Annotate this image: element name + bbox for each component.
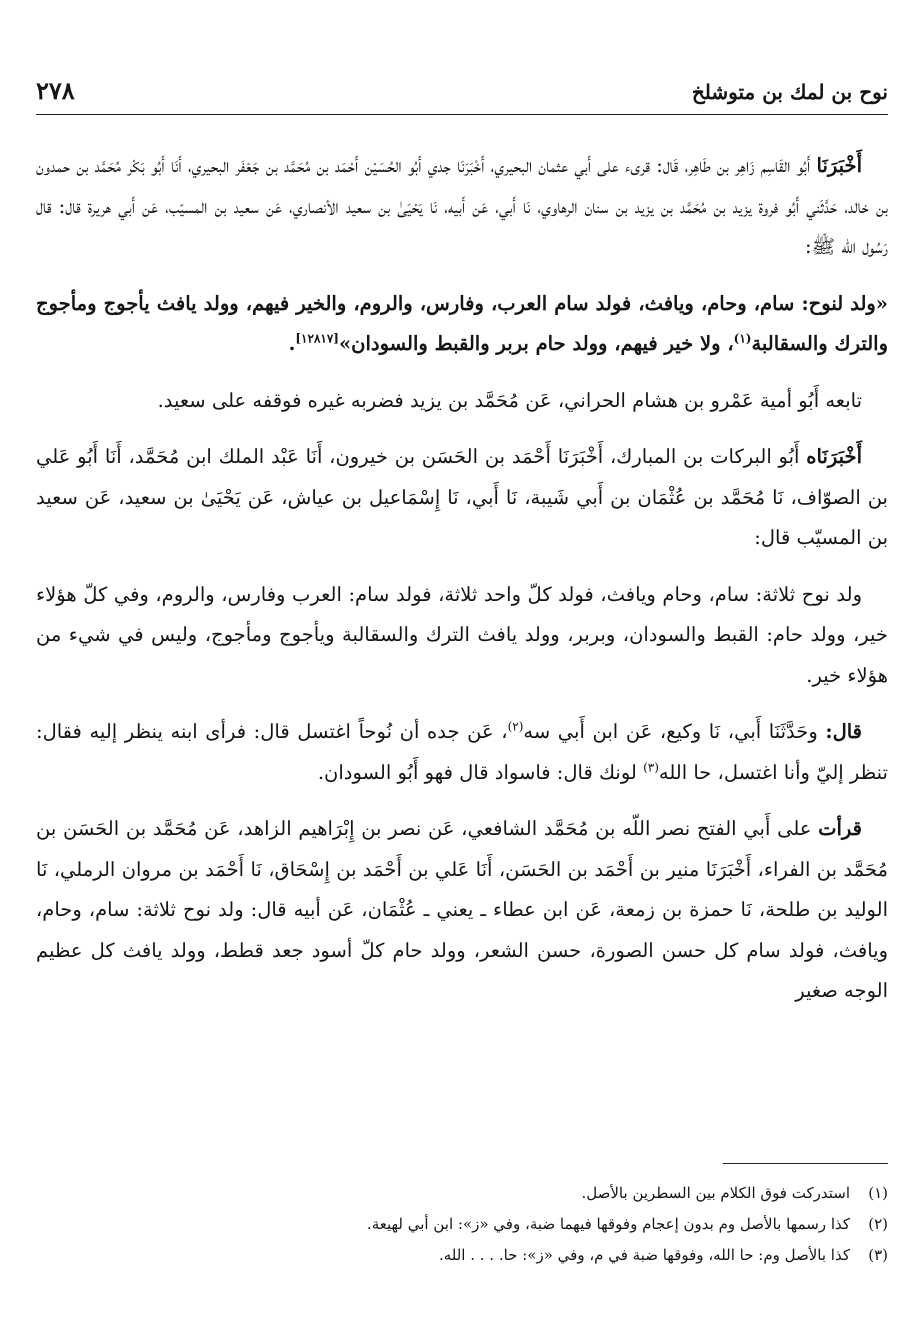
hadith-text: «ولد لنوح: سام، وحام، ويافث، فولد سام العرب، وفارس، والروم، والخير فيهم، وولد يافث يأجوج ومأجوج والترك والسقالبة: [36, 291, 888, 355]
footnote-number: (٢): [868, 1215, 888, 1233]
footnote-text: استدركت فوق الكلام بين السطرين بالأصل.: [581, 1184, 850, 1202]
footnote-text: كذا رسمها بالأصل وم بدون إعجام وفوقها فيهما ضبة، وفي «ز»: ابن أبي لهيعة.: [366, 1215, 850, 1233]
paragraph-text: أَبُو القَاسِم زَاهِر بن طَاهِر، قَال: قرىء على أَبي عثمان البحيري، أَخْبَرَنَا جدي أَبُو الحُسَيْن أَحْمَد بن مُحَمَّد بن جَعْفَر البحيري، أَنَا أَبُو بَكْر مُحَمَّد بن حمدون بن خالد، حَدَّثَني أَبُو فروة يزيد بن مُحَمَّد بن يزيد بن سنان الرهاوي، نَا أَبي، عَن أَبيه، نَا يَحْيَىٰ بن سعيد الأنصاري، عَن سعيد بن المسيّب، عَن أَبي هريرة قال: قال رَسُول الله ﷺ:: [36, 154, 888, 258]
hadith-text-continued: ، ولا خير فيهم، وولد حام بربر والقبط والسودان»: [338, 332, 734, 355]
paragraph-text-end: لونك قال: فاسواد قال فهو أَبُو السودان.: [317, 760, 644, 784]
paragraph-isnad-1: [36, 146, 888, 268]
paragraph-lead-word: قال:: [825, 720, 863, 743]
footnote-text: كذا بالأصل وم: حا الله، وفوقها ضبة في م، وفي «ز»: حا. . . . الله.: [438, 1246, 850, 1264]
paragraph-mutaba: [36, 381, 888, 422]
paragraph-hadith: [36, 284, 888, 365]
paragraph-isnad-2: [36, 437, 888, 559]
paragraph-text: وحَدَّثَنَا أَبي، نَا وكيع، عَن ابن أَبي سه: [523, 720, 826, 743]
hadith-end-mark: .: [288, 332, 296, 355]
paragraph-waki: [36, 712, 888, 793]
paragraph-lead-word: أَخْبَرَنَاه: [806, 445, 862, 468]
footnote-number: (٣): [868, 1246, 888, 1264]
footnote-2: [36, 1209, 888, 1240]
paragraph-athar: [36, 575, 888, 697]
page-header: [36, 76, 888, 115]
hadith-reference-number: [١٢٨١٧]: [295, 331, 339, 346]
paragraph-text: تابعه أَبُو أمية عَمْرو بن هشام الحراني، عَن مُحَمَّد بن يزيد فضربه غيره فوقفه على سعيد.: [157, 388, 862, 412]
running-title: نوح بن لمك بن متوشلخ: [691, 80, 888, 104]
footnote-marker-2[interactable]: (٢): [507, 719, 524, 734]
paragraph-text-continued: ، عَن جده أن نُوحاً اغتسل قال: فرأى ابنه ينظر إليه فقال: تنظر إليّ وأنا اغتسل، حا الله: [36, 720, 888, 784]
page-number: ٢٧٨: [36, 76, 75, 105]
footnote-1: [36, 1178, 888, 1209]
footnotes: [36, 1178, 888, 1271]
paragraph-text: على أَبي الفتح نصر اللّه بن مُحَمَّد الشافعي، عَن نصر بن إِبْرَاهيم الزاهد، عَن مُحَمَّد بن الحَسَن بن مُحَمَّد بن الفراء، أَخْبَرَنَا منير بن أَحْمَد بن الحَسَن، أَنَا عَلي بن أَحْمَد بن إِسْحَاق، نَا أَحْمَد بن مروان الرملي، نَا الوليد بن طلحة، نَا حمزة بن زمعة، عَن ابن عطاء ـ يعني ـ عُثْمَان، عَن أبيه قال: ولد نوح ثلاثة: سام، وحام، ويافث، فولد سام كل حسن الصورة، حسن الشعر، وولد حام كلّ أسود جعد قطط، وولد يافث كل عظيم الوجه صغير: [36, 817, 888, 1002]
paragraph-qara-tu: [36, 809, 888, 1012]
footnote-marker-3[interactable]: (٣): [643, 760, 659, 774]
footnote-number: (١): [868, 1184, 888, 1202]
paragraph-text: أَبُو البركات بن المبارك، أَخْبَرَنَا أَحْمَد بن الحَسَن بن خيرون، أَنَا عَبْد الملك ابن مُحَمَّد، أَنَا أَبُو عَلي بن الصوّاف، نَا مُحَمَّد بن عُثْمَان بن أَبي شَيبة، نَا أَبي، نَا إِسْمَاعيل بن عياش، عَن يَحْيَىٰ بن سعيد، عَن سعيد بن المسيّب قال:: [36, 445, 888, 549]
footnote-divider: [723, 1163, 888, 1164]
footnote-3: [36, 1240, 888, 1271]
paragraph-lead-word: أَخْبَرَنَا: [816, 154, 862, 177]
paragraph-lead-word: قرأت: [818, 817, 862, 840]
footnote-marker-1[interactable]: (١): [733, 331, 752, 346]
paragraph-text: ولد نوح ثلاثة: سام، وحام ويافث، فولد كلّ واحد ثلاثة، فولد سام: العرب وفارس، والروم، وفي كلّ هؤلاء خير، وولد حام: القبط والسودان، وبربر، وولد يافث الترك والسقالبة ويأجوج ومأجوج، وليس في شيء من هؤلاء خير.: [36, 582, 888, 687]
main-text: [36, 146, 888, 1028]
